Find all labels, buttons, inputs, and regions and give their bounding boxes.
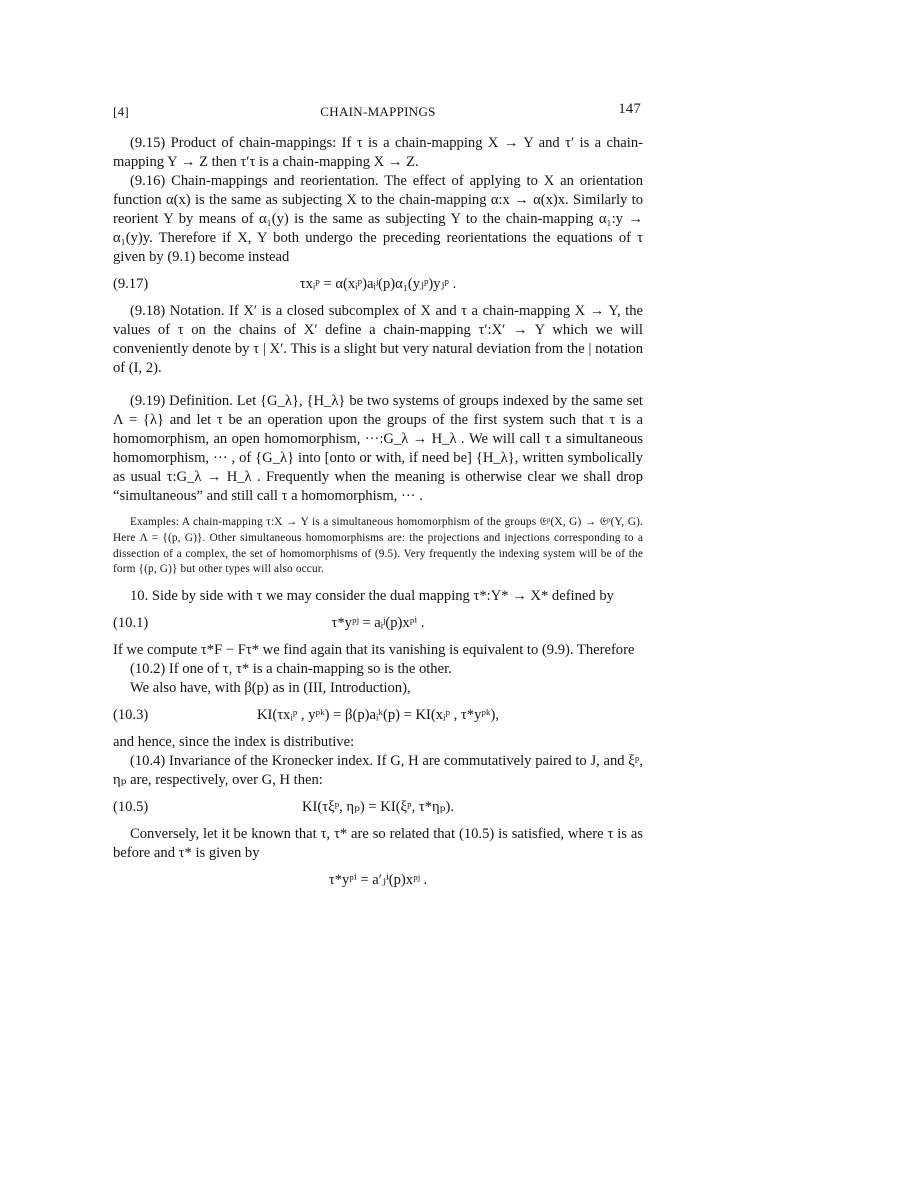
equation-10-5 bbox=[113, 798, 643, 817]
paragraph-10-4: (10.4) Invariance of the Kronecker index. If G, H are commutatively paired to J, and ξᵖ, ηₚ are, respectively, over G, H then: bbox=[113, 753, 643, 789]
paragraph-9-16: (9.16) Chain-mappings and reorientation. The effect of applying to X an orientation function α(x) is the same as subjecting X to the chain-mapping α:x → α(x)x. Similarly to reorient Y by means of α₁(y) is the same as subjecting Y to the chain-mapping α₁:y → α₁(y)y. Therefore if X, Y both undergo the preceding reorientations the equations of τ given by (9.1) become instead bbox=[113, 173, 643, 265]
paragraph-10-2b: We also have, with β(p) as in (III, Introduction), bbox=[130, 680, 411, 697]
equation-number: (10.1) bbox=[113, 615, 149, 632]
equation-9-17 bbox=[113, 275, 643, 294]
equation-10-3 bbox=[113, 706, 643, 725]
equation-number: (9.17) bbox=[113, 276, 149, 292]
equation-formula: τ*yᵖʲ = aᵢʲ(p)xᵖⁱ . bbox=[331, 615, 425, 632]
section-number: [4] bbox=[113, 104, 130, 119]
equation-10-1 bbox=[113, 614, 643, 633]
paragraph-10: 10. Side by side with τ we may consider the dual mapping τ*:Y* → X* defined by bbox=[130, 588, 614, 605]
paragraph-10-2: (10.2) If one of τ, τ* is a chain-mapping so is the other. bbox=[130, 661, 452, 678]
equation-formula: KI(τξᵖ, ηₚ) = KI(ξᵖ, τ*ηₚ). bbox=[301, 799, 455, 816]
equation-final bbox=[113, 871, 643, 890]
paragraph-conversely: Conversely, let it be known that τ, τ* are so related that (10.5) is satisfied, where τ is as before and τ* is given by bbox=[113, 826, 643, 862]
paragraph-9-19-definition: (9.19) Definition. Let {G_λ}, {H_λ} be two systems of groups indexed by the same set Λ = {λ} and let τ be an operation upon the groups of the first system such that τ is a homomorphism, an open homomorphism, ···:G_λ → H_λ . We will call τ a simultaneous homomorphism, ··· , of {G_λ} into [onto or with, if need be] {H_λ}, written symbolically as usual τ:G_λ → H_λ . Frequently when the meaning is otherwise clear we shall drop “simultaneous” and still call τ a homomorphism, ··· . bbox=[113, 393, 643, 504]
page-number: 147 bbox=[618, 101, 641, 117]
equation-formula: τxᵢᵖ = α(xᵢᵖ)aᵢʲ(p)α₁(yⱼᵖ)yⱼᵖ . bbox=[299, 276, 457, 292]
paragraph-9-18: (9.18) Notation. If X′ is a closed subcomplex of X and τ a chain-mapping X → Y, the values of τ on the chains of X′ define a chain-mapping τ′:X′ → Y which we will conveniently denote by τ | X′. This is a slight but very natural deviation from the | notation of (I, 2). bbox=[113, 303, 643, 376]
paragraph-10-3-after: and hence, since the index is distributive: bbox=[113, 734, 355, 751]
chapter-title: CHAIN-MAPPINGS bbox=[320, 104, 436, 119]
equation-formula: τ*yᵖⁱ = a′ⱼⁱ(p)xᵖʲ . bbox=[328, 872, 428, 889]
equation-number: (10.3) bbox=[113, 707, 149, 724]
equation-number: (10.5) bbox=[113, 799, 149, 816]
running-header bbox=[113, 100, 643, 120]
equation-formula: KI(τxᵢᵖ , yᵖᵏ) = β(p)aᵢᵏ(p) = KI(xᵢᵖ , τ*yᵖᵏ), bbox=[256, 707, 500, 724]
examples-note: Examples: A chain-mapping τ:X → Y is a simultaneous homomorphism of the groups 𝔈ᵖ(X, G) → 𝔈ᵖ(Y, G). Here Λ = {(p, G)}. Other simultaneous homomorphisms are: the projections and injections corresponding to a dissection of a complex, the set of homomorphisms of (9.5). Very frequently the indexing system will be of the form {(p, G)} but other types will also occur. bbox=[113, 516, 643, 576]
paragraph-9-15: (9.15) Product of chain-mappings: If τ is a chain-mapping X → Y and τ′ is a chain-mapping Y → Z then τ′τ is a chain-mapping X → Z. bbox=[113, 135, 643, 170]
book-page bbox=[113, 100, 643, 898]
paragraph-10-after: If we compute τ*F − Fτ* we find again that its vanishing is equivalent to (9.9). Therefore bbox=[113, 642, 635, 659]
